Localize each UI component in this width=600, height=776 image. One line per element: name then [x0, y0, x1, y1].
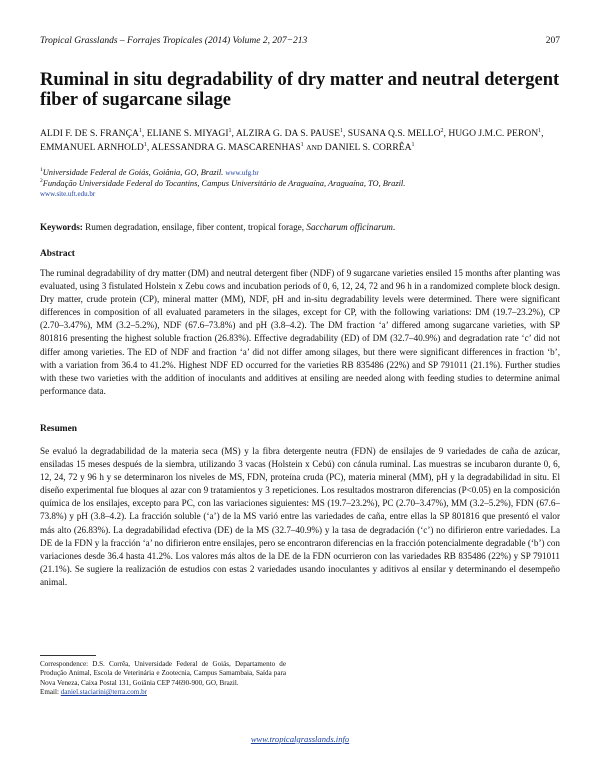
author-affiliation-mark: 1 — [339, 127, 343, 134]
author-name: EMMANUEL ARNHOLD — [40, 142, 144, 153]
author-name: ALDI F. DE S. FRANÇA — [40, 128, 139, 139]
author-name: ALZIRA G. DA S. PAUSE — [235, 128, 340, 139]
affiliation-text: Fundação Universidade Federal do Tocantins, Campus Universitário de Araguaína, Araguaína, TO, Brazil. — [42, 178, 406, 188]
author-affiliation-mark: 1 — [138, 127, 142, 134]
author-affiliation-mark: 2 — [440, 127, 444, 134]
affiliation-number: 1 — [40, 167, 43, 174]
author-affiliation-mark: 1 — [143, 141, 147, 148]
affiliation-url-link[interactable]: www.site.uft.edu.br — [40, 190, 96, 198]
journal-website-link[interactable]: www.tropicalgrasslands.info — [250, 734, 350, 744]
author-name: DANIEL S. CORRÊA — [324, 142, 412, 153]
author-affiliation-mark: 1 — [538, 127, 542, 134]
author-list: ALDI F. DE S. FRANÇA$^1$, ELIANE S. MIYAGI$^1$, ALZIRA G. DA S. PAUSE$^1$, SUSANA Q.S. MELLO$^2$, HUGO J.M.C. PERON$^1$, EMMANUEL ARNHOLD$^1$, ALESSANDRA G. MASCARENHAS$^1$ AND DANIEL S. CORRÊA$^1$ — [40, 127, 544, 153]
correspondence-text: Correspondence: D.S. Corrêa, Universidade Federal de Goiás, Departamento de Produção Animal, Escola de Veterinária e Zootecnia, Campus Samambaia, Saída para Nova Veneza, Caixa Postal 131, Goiânia CEP 74690-900, GO, Brazil. — [40, 660, 286, 687]
affiliation-url-link[interactable]: www.ufg.br — [225, 169, 259, 177]
resumen-text: Se evaluó la degradabilidad de la materia seca (MS) y la fibra detergente neutra (FDN) de ensilajes de 9 variedades de caña de azúcar, ensiladas 15 meses después de la siembra, utilizando 3 vacas (Holstein x Cebú) con cánula ruminal. Las muestras se incubaron durante 0, 6, 12, 24, 72 y 96 h y se determinaron los niveles de MS, FDN, proteína cruda (PC), materia mineral (MM), pH y la degradabilidad in situ. El diseño experimental fue bloques al azar con 9 tratamientos y 3 repeticiones. Los resultados mostraron diferencias (P<0.05) en la composición química de los ensilajes, excepto para PC, con las variaciones siguientes: MS (19.7–23.2%), PC (2.70–3.47%), MM (3.2–5.2%), FDN (67.6–73.8%) y pH (3.8–4.2). La fracción soluble (‘a’) de la MS varió entre las variedades de caña, entre ellas la SP 801816 que presentó el valor más alto (26.83%). La degradabilidad efectiva (DE) de la MS (32.7–40.9%) y la tasa de degradación (‘c’) no difirieron entre variedades. La DE de la FDN y la fracción ‘a’ no difirieron entre ensilajes, pero se encontraron diferencias en la fracción potencialmente degradable (‘b’) con variaciones desde 36.4 hasta 41.2%. Los valores más altos de la DE de la FDN ocurrieron con las variedades RB 835486 (22%) y SP 791011 (21.1%). Se sugiere la realización de estudios con estas 2 variedades usando inoculantes y aditivos al ensilar y determinando el desempeño animal. — [40, 446, 560, 587]
keywords-end: . — [392, 222, 396, 232]
footnote-divider — [40, 655, 96, 656]
page-number: 207 — [545, 36, 560, 46]
keywords-species: Saccharum officinarum — [306, 222, 393, 232]
affiliation-2-url-line — [40, 189, 560, 200]
affiliations — [40, 168, 560, 200]
page-footer — [0, 734, 600, 744]
author-affiliation-mark: 1 — [411, 141, 415, 148]
running-head — [40, 36, 560, 46]
affiliation-1 — [40, 168, 560, 179]
email-label: Email: — [40, 688, 59, 697]
author-affiliation-mark: 1 — [300, 141, 304, 148]
correspondence-footnote — [40, 660, 286, 698]
author-name: HUGO J.M.C. PERON — [448, 128, 539, 139]
email-line — [40, 688, 147, 696]
email-link[interactable]: daniel.staciarini@terra.com.br — [60, 688, 148, 697]
keywords-label: Keywords: — [40, 222, 83, 232]
keywords — [40, 221, 560, 233]
author-affiliation-mark: 1 — [228, 127, 232, 134]
resumen-heading: Resumen — [40, 424, 77, 434]
author-conjunction: AND — [306, 143, 323, 152]
abstract-heading: Abstract — [40, 249, 75, 259]
affiliation-number: 2 — [40, 177, 43, 184]
affiliation-text: Universidade Federal de Goiás, Goiânia, GO, Brazil. — [42, 168, 224, 177]
abstract-text: The ruminal degradability of dry matter (DM) and neutral detergent fiber (NDF) of 9 sugarcane varieties ensiled 15 months after planting was evaluated, using 3 fistulated Holstein x Zebu cows and incubation periods of 0, 6, 12, 24, 72 and 96 h in a randomized complete block design. Dry matter, crude protein (CP), mineral matter (MM), NDF, pH and in-situ degradability levels were determined. There were significant differences in composition of all evaluated parameters in the silages, except for CP, with the following variations: DM (19.7–23.2%), CP (2.70–3.47%), MM (3.2–5.2%), NDF (67.6–73.8%) and pH (3.8–4.2). The DM fraction ‘a’ differed among sugarcane varieties, with SP 801816 presenting the highest soluble fraction (26.83%). Effective degradability (ED) of DM (32.7–40.9%) and degradation rate ‘c’ did not differ among varieties. The ED of NDF and fraction ‘a’ did not differ among silages, but there were significant differences in fraction ‘b’, with a variation from 36.4 to 41.2%. Highest NDF ED occurred for the varieties RB 835486 (22%) and SP 791011 (21.1%). Further studies with these two varieties with the addition of inoculants and additives at ensiling are needed along with feeding studies to determine animal performance data. — [40, 268, 560, 396]
author-name: ELIANE S. MIYAGI — [146, 128, 229, 139]
article-title: Ruminal in situ degradability of dry matter and neutral detergent fiber of sugarcane silage — [40, 70, 560, 110]
author-name: ALESSANDRA G. MASCARENHAS — [151, 142, 301, 153]
journal-citation: Tropical Grasslands – Forrajes Tropicales (2014) Volume 2, 207−213 — [40, 36, 308, 46]
affiliation-2 — [40, 179, 560, 190]
author-name: SUSANA Q.S. MELLO — [347, 128, 441, 139]
keywords-text: Rumen degradation, ensilage, fiber content, tropical forage, — [85, 222, 305, 232]
